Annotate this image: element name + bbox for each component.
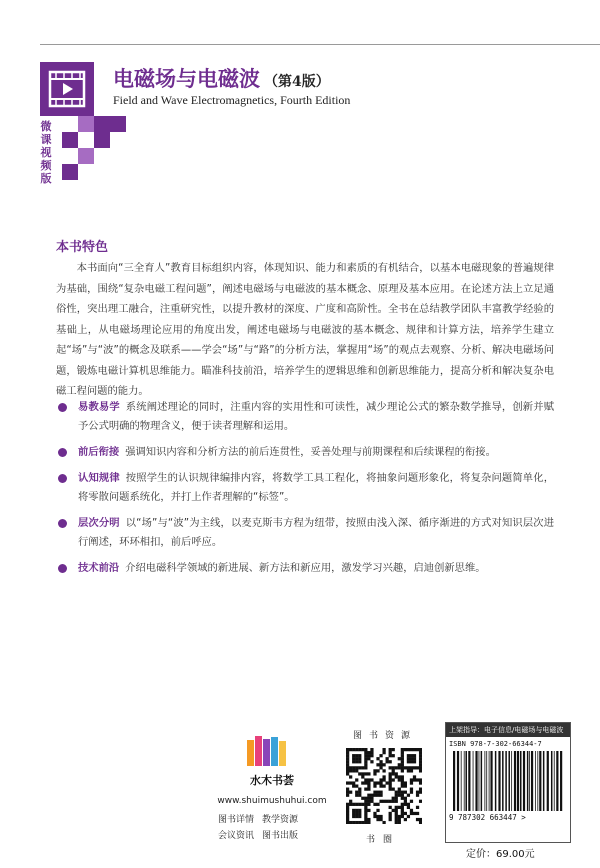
publisher-link[interactable]: 图书出版 <box>262 831 299 841</box>
publisher-url[interactable]: www.shuimushuhui.com <box>217 796 327 806</box>
decor-square <box>110 116 126 132</box>
feature-item <box>56 443 554 462</box>
feature-keyword: 前后衔接 <box>78 446 120 458</box>
video-play-icon <box>40 62 94 116</box>
decor-square <box>62 164 78 180</box>
vertical-label: 微课视频版 <box>40 120 52 185</box>
book-title <box>113 63 330 93</box>
feature-text: 强调知识内容和分析方法的前后连贯性，妥善处理与前期课程和后续课程的衔接。 <box>125 446 496 458</box>
feature-item <box>56 514 554 552</box>
publisher-name: 水木书荟 <box>250 774 294 787</box>
price-label: 定价：69.00元 <box>466 849 535 860</box>
feature-text: 介绍电磁科学领域的新进展、新方法和新应用，激发学习兴趣，启迪创新思维。 <box>125 562 486 574</box>
decor-square <box>62 132 78 148</box>
top-divider <box>40 44 600 45</box>
feature-keyword: 易教易学 <box>78 401 120 413</box>
qr-caption: 书圈 <box>366 835 401 845</box>
feature-keyword: 技术前沿 <box>78 562 120 574</box>
feature-keyword: 认知规律 <box>78 472 120 484</box>
feature-text: 按照学生的认识规律编排内容，将数学工具工程化，将抽象问题形象化，将复杂问题简单化，将零散问题系统化，并打上作者理解的“标签”。 <box>78 472 555 503</box>
qr-code[interactable] <box>346 748 422 824</box>
bullet-icon <box>58 564 67 573</box>
publisher-link[interactable]: 会议资讯 <box>218 831 255 841</box>
book-title-text: 电磁场与电磁波 <box>113 66 260 91</box>
video-logo <box>40 62 94 116</box>
publisher-links <box>218 812 328 844</box>
publisher-link[interactable]: 教学资源 <box>262 815 299 825</box>
bullet-icon <box>58 448 67 457</box>
edition-label: （第4版） <box>264 74 330 90</box>
barcode-card <box>445 722 571 843</box>
features-heading: 本书特色 <box>56 240 109 255</box>
isbn-text: ISBN 978-7-302-66344-7 <box>449 740 542 748</box>
bullet-icon <box>58 519 67 528</box>
book-title-english: Field and Wave Electromagnetics, Fourth Edition <box>113 93 351 107</box>
feature-item <box>56 559 554 578</box>
barcode <box>451 751 565 811</box>
decor-square <box>94 116 110 132</box>
decor-square <box>78 116 94 132</box>
feature-list <box>56 398 554 585</box>
decor-square <box>94 132 110 148</box>
decor-square <box>78 148 94 164</box>
feature-text: 系统阐述理论的同时，注重内容的实用性和可读性，减少理论公式的繁杂数学推导，创新并赋予公式明确的物理含义，便于读者理解和运用。 <box>78 401 555 432</box>
bullet-icon <box>58 403 67 412</box>
bullet-icon <box>58 474 67 483</box>
feature-item <box>56 398 554 436</box>
feature-keyword: 层次分明 <box>78 517 120 529</box>
publisher-link[interactable]: 图书详情 <box>218 815 255 825</box>
feature-text: 以“场”与“波”为主线，以麦克斯韦方程为纽带，按照由浅入深、循序渐进的方式对知识层次进行阐述，环环相扣，前后呼应。 <box>78 517 554 548</box>
barcode-digits: 9 787302 663447 > <box>449 813 526 822</box>
book-spines-icon <box>247 736 291 766</box>
intro-paragraph: 本书面向“三全育人”教育目标组织内容，体现知识、能力和素质的有机结合，以基本电磁现象的普遍规律为基础，围绕“复杂电磁工程问题”，阐述电磁场与电磁波的基本概念、原理及基本应用。在论述方法上立足通俗性，突出理工融合，注重研究性，以提升教材的深度、广度和高阶性。全书在总结教学团队丰富教学经验的基础上，从电磁场理论应用的角度出发，阐述电磁场与电磁波的基本概念、规律和计算方法，培养学生建立起“场”与“波”的概念及联系——学会“场”与“路”的分析方法，掌握用“场”的观点去观察、分析、解决电磁场问题，锻炼电磁计算机思维能力。瞄准科技前沿，培养学生的逻辑思维和创新思维能力，提高分析和解决复杂电磁工程问题的能力。 <box>56 262 554 397</box>
feature-item <box>56 469 554 507</box>
qr-label: 图书资源 <box>353 731 418 741</box>
shelving-category: 上架指导：电子信息/电磁场与电磁波 <box>446 723 570 737</box>
